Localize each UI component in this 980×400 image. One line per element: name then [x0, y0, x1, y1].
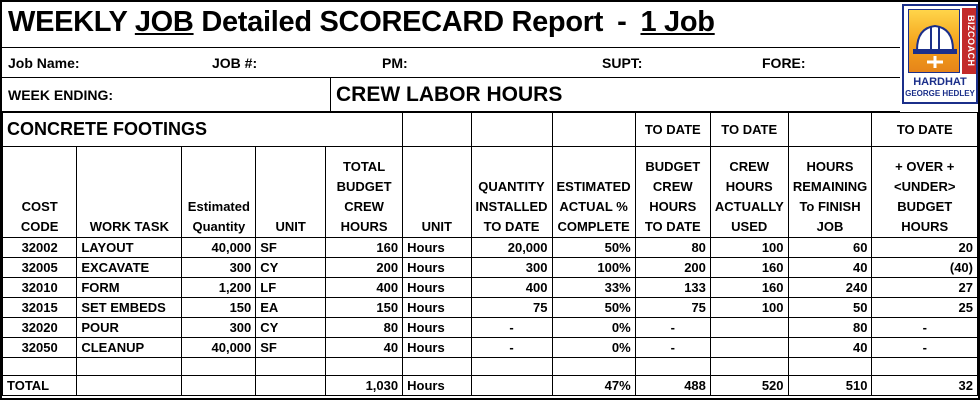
total-budget-to-date: 488 — [635, 376, 710, 396]
cell-hours-used: 160 — [710, 278, 788, 298]
header-over-under: + OVER + <UNDER> BUDGET HOURS — [872, 147, 978, 238]
fore-label: FORE: — [762, 55, 806, 71]
job-name-label: Job Name: — [8, 55, 80, 71]
blank-row — [3, 358, 978, 376]
cell-quantity: 300 — [182, 258, 256, 278]
cell-budget-to-date: 133 — [635, 278, 710, 298]
title-row — [2, 2, 900, 48]
cell-unit: CY — [256, 258, 326, 278]
table-row — [3, 238, 978, 258]
cell-budget-hours: 200 — [326, 258, 403, 278]
cell-over-under: - — [872, 338, 978, 358]
cell-hours-remaining: 80 — [788, 318, 872, 338]
cell-percent: 33% — [552, 278, 635, 298]
total-budget-hours: 1,030 — [326, 376, 403, 396]
cell-budget-hours: 400 — [326, 278, 403, 298]
section-title: CREW LABOR HOURS — [336, 83, 563, 106]
cell-percent: 50% — [552, 238, 635, 258]
cell-unit-hours: Hours — [403, 238, 471, 258]
cell-budget-hours: 40 — [326, 338, 403, 358]
pm-label: PM: — [382, 55, 408, 71]
week-ending-label: WEEK ENDING: — [8, 87, 113, 103]
header-crew-hours-used: CREW HOURS ACTUALLY USED — [710, 147, 788, 238]
cell-hours-remaining: 40 — [788, 338, 872, 358]
title-job-count: 1 Job — [640, 6, 715, 38]
cell-percent: 0% — [552, 338, 635, 358]
header-percent-complete: ESTIMATED ACTUAL % COMPLETE — [552, 147, 635, 238]
header-budget-crew-hours: BUDGET CREW HOURS TO DATE — [635, 147, 710, 238]
cell-unit-hours: Hours — [403, 298, 471, 318]
to-date-label: TO DATE — [710, 113, 788, 147]
header-cost-code: COST CODE — [3, 147, 77, 238]
cell-cost-code: 32005 — [3, 258, 77, 278]
cell-unit-hours: Hours — [403, 318, 471, 338]
cell-work-task: LAYOUT — [77, 238, 182, 258]
group-row — [3, 113, 978, 147]
cell-cost-code: 32020 — [3, 318, 77, 338]
total-hours-used: 520 — [710, 376, 788, 396]
cell-unit-hours: Hours — [403, 278, 471, 298]
cell-work-task: EXCAVATE — [77, 258, 182, 278]
total-row — [3, 376, 978, 396]
cell-unit: LF — [256, 278, 326, 298]
cell-hours-used — [710, 338, 788, 358]
scorecard-table — [2, 112, 978, 396]
cell-hours-remaining: 50 — [788, 298, 872, 318]
cell-hours-remaining: 40 — [788, 258, 872, 278]
cell-budget-hours: 80 — [326, 318, 403, 338]
total-label: TOTAL — [3, 376, 77, 396]
job-info-row — [2, 48, 900, 78]
hardhat-logo — [902, 4, 978, 104]
cell-work-task: CLEANUP — [77, 338, 182, 358]
cell-cost-code: 32002 — [3, 238, 77, 258]
cell-hours-remaining: 240 — [788, 278, 872, 298]
cell-cost-code: 32015 — [3, 298, 77, 318]
hardhat-icon — [908, 9, 960, 73]
cell-cost-code: 32010 — [3, 278, 77, 298]
cell-budget-hours: 150 — [326, 298, 403, 318]
cell-percent: 0% — [552, 318, 635, 338]
total-hours-remaining: 510 — [788, 376, 872, 396]
cell-unit: SF — [256, 338, 326, 358]
logo-brand: HARDHAT — [913, 76, 967, 88]
week-ending-row — [2, 78, 900, 112]
cell-unit: EA — [256, 298, 326, 318]
divider — [330, 78, 331, 112]
cell-over-under: (40) — [872, 258, 978, 278]
title-dash: - — [617, 6, 627, 38]
header-unit: UNIT — [256, 147, 326, 238]
cell-installed: - — [471, 338, 552, 358]
cell-over-under: 25 — [872, 298, 978, 318]
cell-hours-used: 100 — [710, 238, 788, 258]
header-work-task: WORK TASK — [77, 147, 182, 238]
header-quantity-installed: QUANTITY INSTALLED TO DATE — [471, 147, 552, 238]
total-over-under: 32 — [872, 376, 978, 396]
cell-over-under: 27 — [872, 278, 978, 298]
header-estimated-quantity: Estimated Quantity — [182, 147, 256, 238]
report-title — [8, 6, 715, 39]
table-row — [3, 278, 978, 298]
cell-work-task: FORM — [77, 278, 182, 298]
cell-quantity: 40,000 — [182, 338, 256, 358]
table-row — [3, 338, 978, 358]
title-text-job: JOB — [134, 6, 194, 38]
cell-budget-to-date: 80 — [635, 238, 710, 258]
cell-budget-to-date: 75 — [635, 298, 710, 318]
table-row — [3, 318, 978, 338]
cell-quantity: 40,000 — [182, 238, 256, 258]
cell-installed: 400 — [471, 278, 552, 298]
logo-side-text: BIZCOACH — [962, 8, 976, 74]
cell-installed: 300 — [471, 258, 552, 278]
cell-unit: CY — [256, 318, 326, 338]
cell-budget-to-date: - — [635, 318, 710, 338]
cell-hours-used: 160 — [710, 258, 788, 278]
logo-author: GEORGE HEDLEY — [905, 89, 975, 98]
cell-unit-hours: Hours — [403, 258, 471, 278]
cell-work-task: SET EMBEDS — [77, 298, 182, 318]
column-header-row — [3, 147, 978, 238]
cell-hours-used — [710, 318, 788, 338]
cell-installed: - — [471, 318, 552, 338]
table-row — [3, 298, 978, 318]
cell-cost-code: 32050 — [3, 338, 77, 358]
cell-installed: 20,000 — [471, 238, 552, 258]
total-unit-hours: Hours — [403, 376, 471, 396]
header-hours-remaining: HOURS REMAINING To FINISH JOB — [788, 147, 872, 238]
header-unit-hours: UNIT — [403, 147, 471, 238]
cell-budget-to-date: - — [635, 338, 710, 358]
title-text-weekly: WEEKLY — [8, 6, 135, 38]
header-total-budget-crew-hours: TOTAL BUDGET CREW HOURS — [326, 147, 403, 238]
cell-over-under: - — [872, 318, 978, 338]
job-number-label: JOB #: — [212, 55, 258, 71]
cell-budget-hours: 160 — [326, 238, 403, 258]
cell-unit-hours: Hours — [403, 338, 471, 358]
cell-installed: 75 — [471, 298, 552, 318]
cell-hours-remaining: 60 — [788, 238, 872, 258]
supt-label: SUPT: — [602, 55, 643, 71]
total-percent: 47% — [552, 376, 635, 396]
cell-quantity: 1,200 — [182, 278, 256, 298]
cell-hours-used: 100 — [710, 298, 788, 318]
cell-percent: 50% — [552, 298, 635, 318]
to-date-label: TO DATE — [872, 113, 978, 147]
cell-work-task: POUR — [77, 318, 182, 338]
cell-quantity: 300 — [182, 318, 256, 338]
title-text-rest: Detailed SCORECARD Report — [193, 6, 604, 38]
cell-quantity: 150 — [182, 298, 256, 318]
cell-unit: SF — [256, 238, 326, 258]
cell-budget-to-date: 200 — [635, 258, 710, 278]
cell-percent: 100% — [552, 258, 635, 278]
group-title: CONCRETE FOOTINGS — [3, 113, 403, 147]
cell-over-under: 20 — [872, 238, 978, 258]
table-row — [3, 258, 978, 278]
to-date-label: TO DATE — [635, 113, 710, 147]
